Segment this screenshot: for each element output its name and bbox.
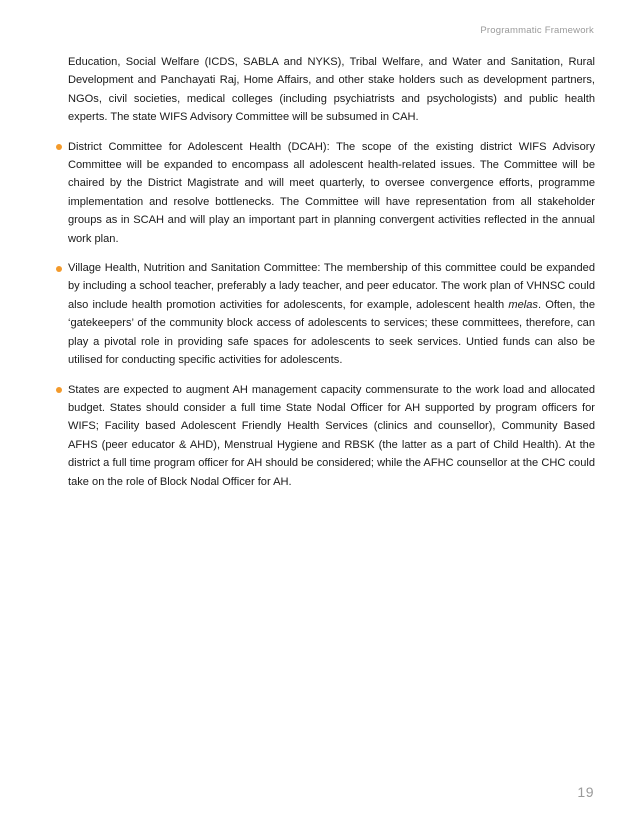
- bullet-list: [68, 138, 595, 491]
- bullet-dot-icon: [56, 144, 62, 150]
- page-number: 19: [577, 784, 594, 800]
- bullet-dot-icon: [56, 266, 62, 272]
- bullet-text: District Committee for Adolescent Health (DCAH): The scope of the existing district WIFS Advisory Committee will be expanded to encompass all adolescent health-related issues. The Committee will be chaired by the District Magistrate and will meet quarterly, to oversee convergence efforts, programme implementation and resolve bottlenecks. The Committee will have representation from all stakeholder groups as in SCAH and will play an important part in planning convergent activities reflected in the annual work plan.: [68, 140, 595, 245]
- running-header: Programmatic Framework: [480, 25, 594, 36]
- bullet-item-vhnsc: [68, 259, 595, 369]
- body-content: [68, 53, 595, 491]
- bullet-text-italic: melas: [508, 298, 538, 311]
- bullet-text: States are expected to augment AH management capacity commensurate to the work load and allocated budget. States should consider a full time State Nodal Officer for AH supported by program officers for WIFS; Facility based Adolescent Friendly Health Services (clinics and counsellor), Community Based AFHS (peer educator & AHD), Menstrual Hygiene and RBSK (the latter as a part of Child Health). At the district a full time program officer for AH should be considered; while the AFHC counsellor at the CHC could take on the role of Block Nodal Officer for AH.: [68, 383, 595, 488]
- intro-paragraph: Education, Social Welfare (ICDS, SABLA and NYKS), Tribal Welfare, and Water and Sanitation, Rural Development and Panchayati Raj, Home Affairs, and other stake holders such as development partners, NGOs, civil societies, medical colleges (including psychiatrists and psychologists) and public health experts. The state WIFS Advisory Committee will be subsumed in CAH.: [68, 56, 595, 124]
- bullet-text-part: Village Health, Nutrition and Sanitation Committee: The membership of this committee could be expanded by including a school teacher, preferably a lady teacher, and peer educator. The work plan of VHNSC could also include health promotion activities for adolescents, for example, adolescent health: [68, 262, 595, 311]
- bullet-item-ah-capacity: [68, 381, 595, 491]
- bullet-item-dcah: [68, 138, 595, 248]
- bullet-text-part: . Often, the ‘gatekeepers’ of the community block access of adolescents to services; these committees, therefore, can play a pivotal role in providing safe spaces for adolescents to seek services. Untied funds can also be utilised for conducting specific activities for adolescents.: [68, 298, 595, 367]
- bullet-dot-icon: [56, 387, 62, 393]
